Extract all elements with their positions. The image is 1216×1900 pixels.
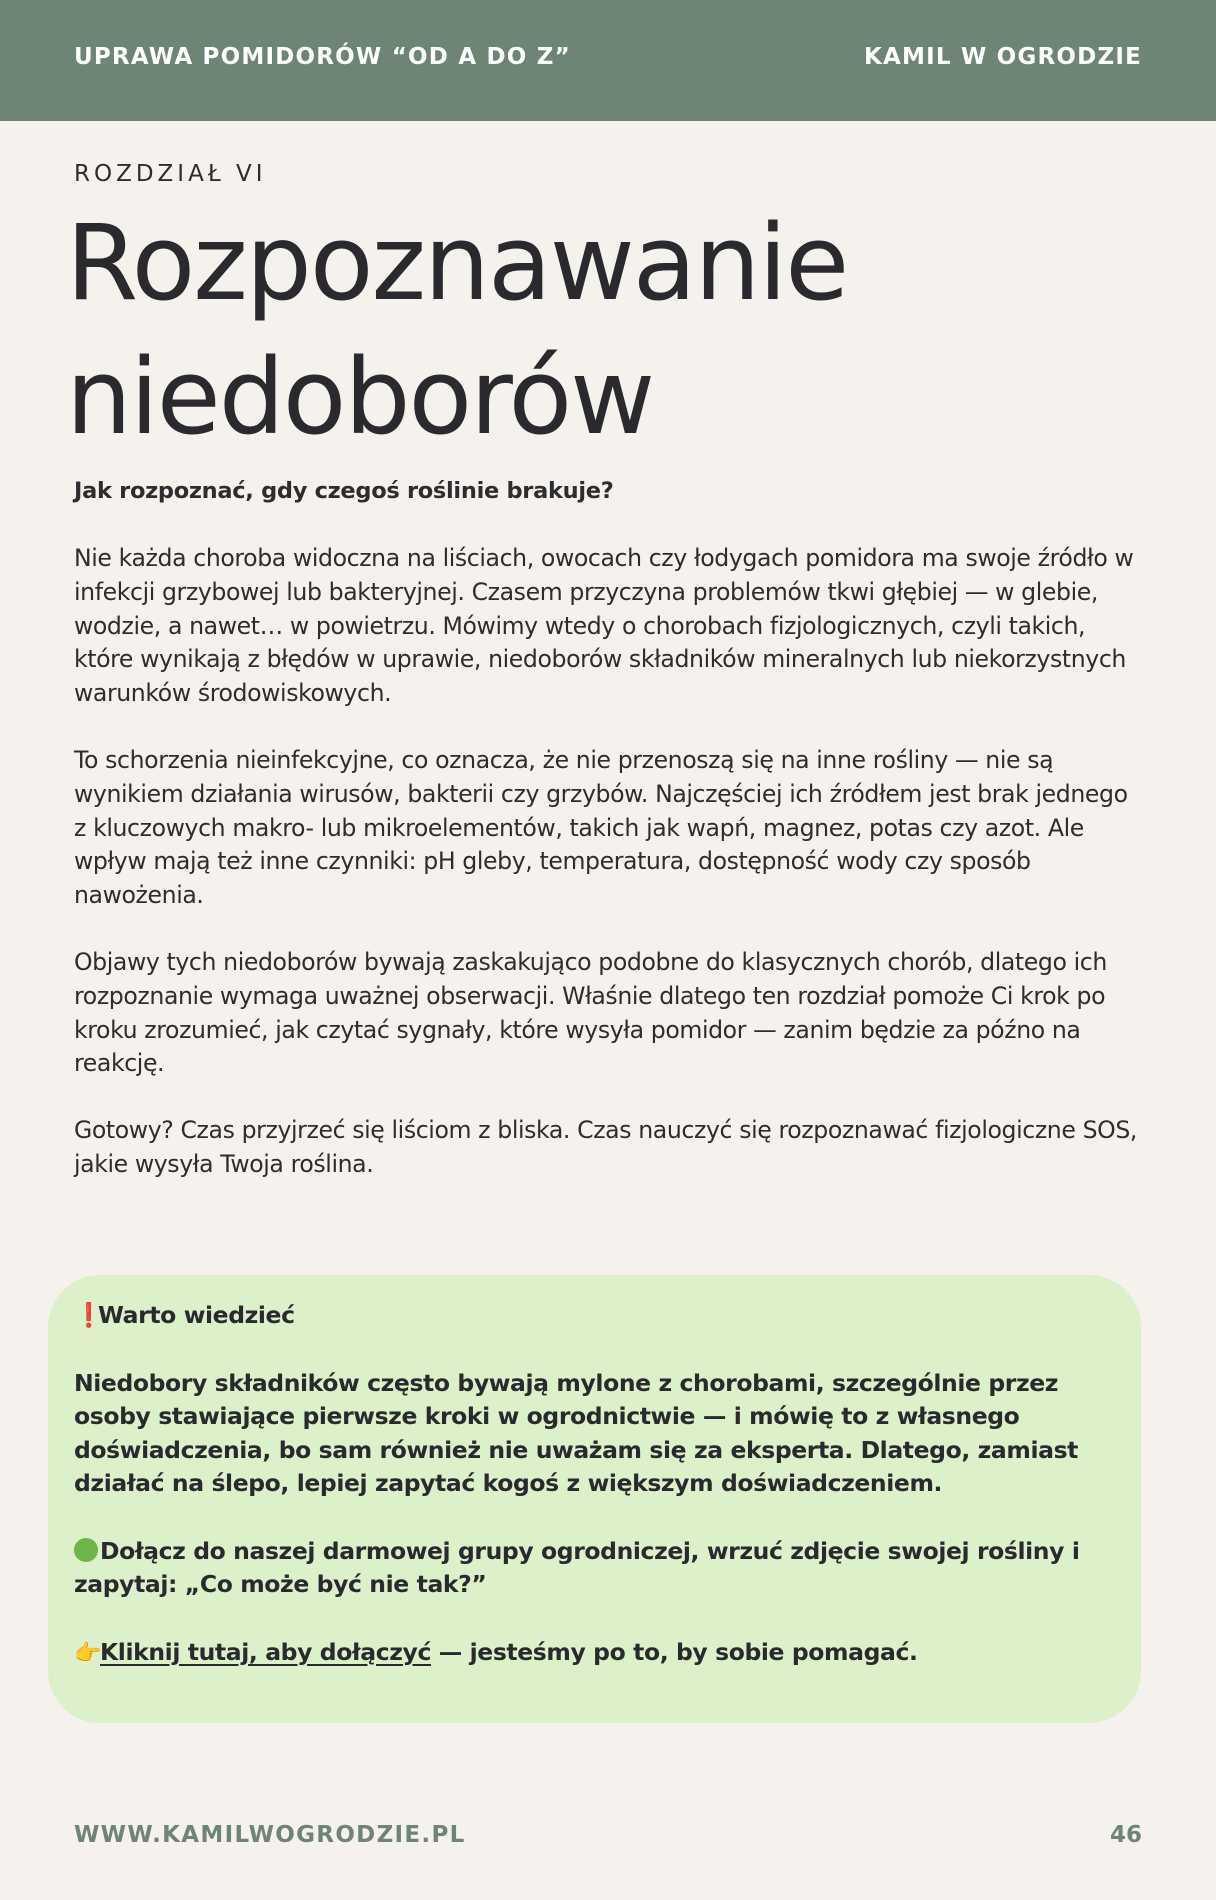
callout-heading-row: [74, 1299, 1124, 1333]
lead-question: Jak rozpoznać, gdy czegoś roślinie brakuje?: [74, 478, 614, 504]
join-row: [74, 1636, 1124, 1671]
join-group-link[interactable]: Kliknij tutaj, aby dołączyć: [100, 1637, 431, 1666]
chapter-label: ROZDZIAŁ VI: [74, 161, 267, 187]
green-circle-icon: [74, 1538, 98, 1562]
chapter-body: [74, 474, 1144, 1215]
exclamation-icon: ❗: [74, 1301, 103, 1329]
chapter-title-line1: Rozpoznawanie: [66, 202, 848, 324]
join-after-text: — jesteśmy po to, by sobie pomagać.: [430, 1637, 918, 1666]
paragraph: To schorzenia nieinfekcyjne, co oznacza, że nie przenoszą się na inne rośliny — nie są wynikiem działania wirusów, bakterii czy grzybów. Najczęściej ich źródłem jest brak jednego z kluczowych makro- lub mikroelementów, takich jak wapń, magnez, potas czy azot. Ale wpływ mają też inne czynniki: pH gleby, temperatura, dostępność wody czy sposób nawożenia.: [74, 745, 1128, 910]
info-callout: [48, 1275, 1141, 1723]
paragraph: Objawy tych niedoborów bywają zaskakująco podobne do klasycznych chorób, dlatego ich rozpoznanie wymaga uważnej obserwacji. Właśnie dlatego ten rozdział pomoże Ci krok po kroku zrozumieć, jak czytać sygnały, które wysyła pomidor — zanim będzie za późno na reakcję.: [74, 947, 1107, 1078]
paragraph: Gotowy? Czas przyjrzeć się liściom z bliska. Czas nauczyć się rozpoznawać fizjologiczne SOS, jakie wysyła Twoja roślina.: [74, 1116, 1137, 1178]
footer-website: WWW.KAMILWOGRODZIE.PL: [74, 1822, 466, 1848]
chapter-title: [66, 196, 1166, 464]
paragraph: Nie każda choroba widoczna na liściach, owocach czy łodygach pomidora ma swoje źródło w infekcji grzybowej lub bakteryjnej. Czasem przyczyna problemów tkwi głębiej — w glebie, wodzie, a nawet… w powietrzu. Mówimy wtedy o chorobach fizjologicznych, czyli takich, które wynikają z błędów w uprawie, niedoborów składników mineralnych lub niekorzystnych warunków środowiskowych.: [74, 544, 1134, 708]
callout-text: Niedobory składników często bywają mylone z chorobami, szczególnie przez osoby stawiające pierwsze kroki w ogrodnictwie — i mówię to z własnego doświadczenia, bo sam również nie uważam się za eksperta. Dlatego, zamiast działać na ślepo, lepiej zapytać kogoś z większym doświadczeniem.: [74, 1368, 1078, 1497]
callout-content: [74, 1299, 1124, 1704]
group-invite-text: Dołącz do naszej darmowej grupy ogrodniczej, wrzuć zdjęcie swojej rośliny i zapytaj: „Co może być nie tak?”: [74, 1536, 1080, 1598]
book-title: UPRAWA POMIDORÓW “OD A DO Z”: [74, 44, 571, 70]
chapter-title-line2: niedoborów: [66, 336, 654, 458]
author-name: KAMIL W OGRODZIE: [863, 44, 1142, 70]
page-number: 46: [1109, 1822, 1142, 1848]
callout-heading: Warto wiedzieć: [98, 1301, 295, 1329]
group-invite: [74, 1535, 1124, 1602]
pointing-hand-icon: 👉: [74, 1640, 101, 1666]
page-header: [0, 0, 1216, 121]
